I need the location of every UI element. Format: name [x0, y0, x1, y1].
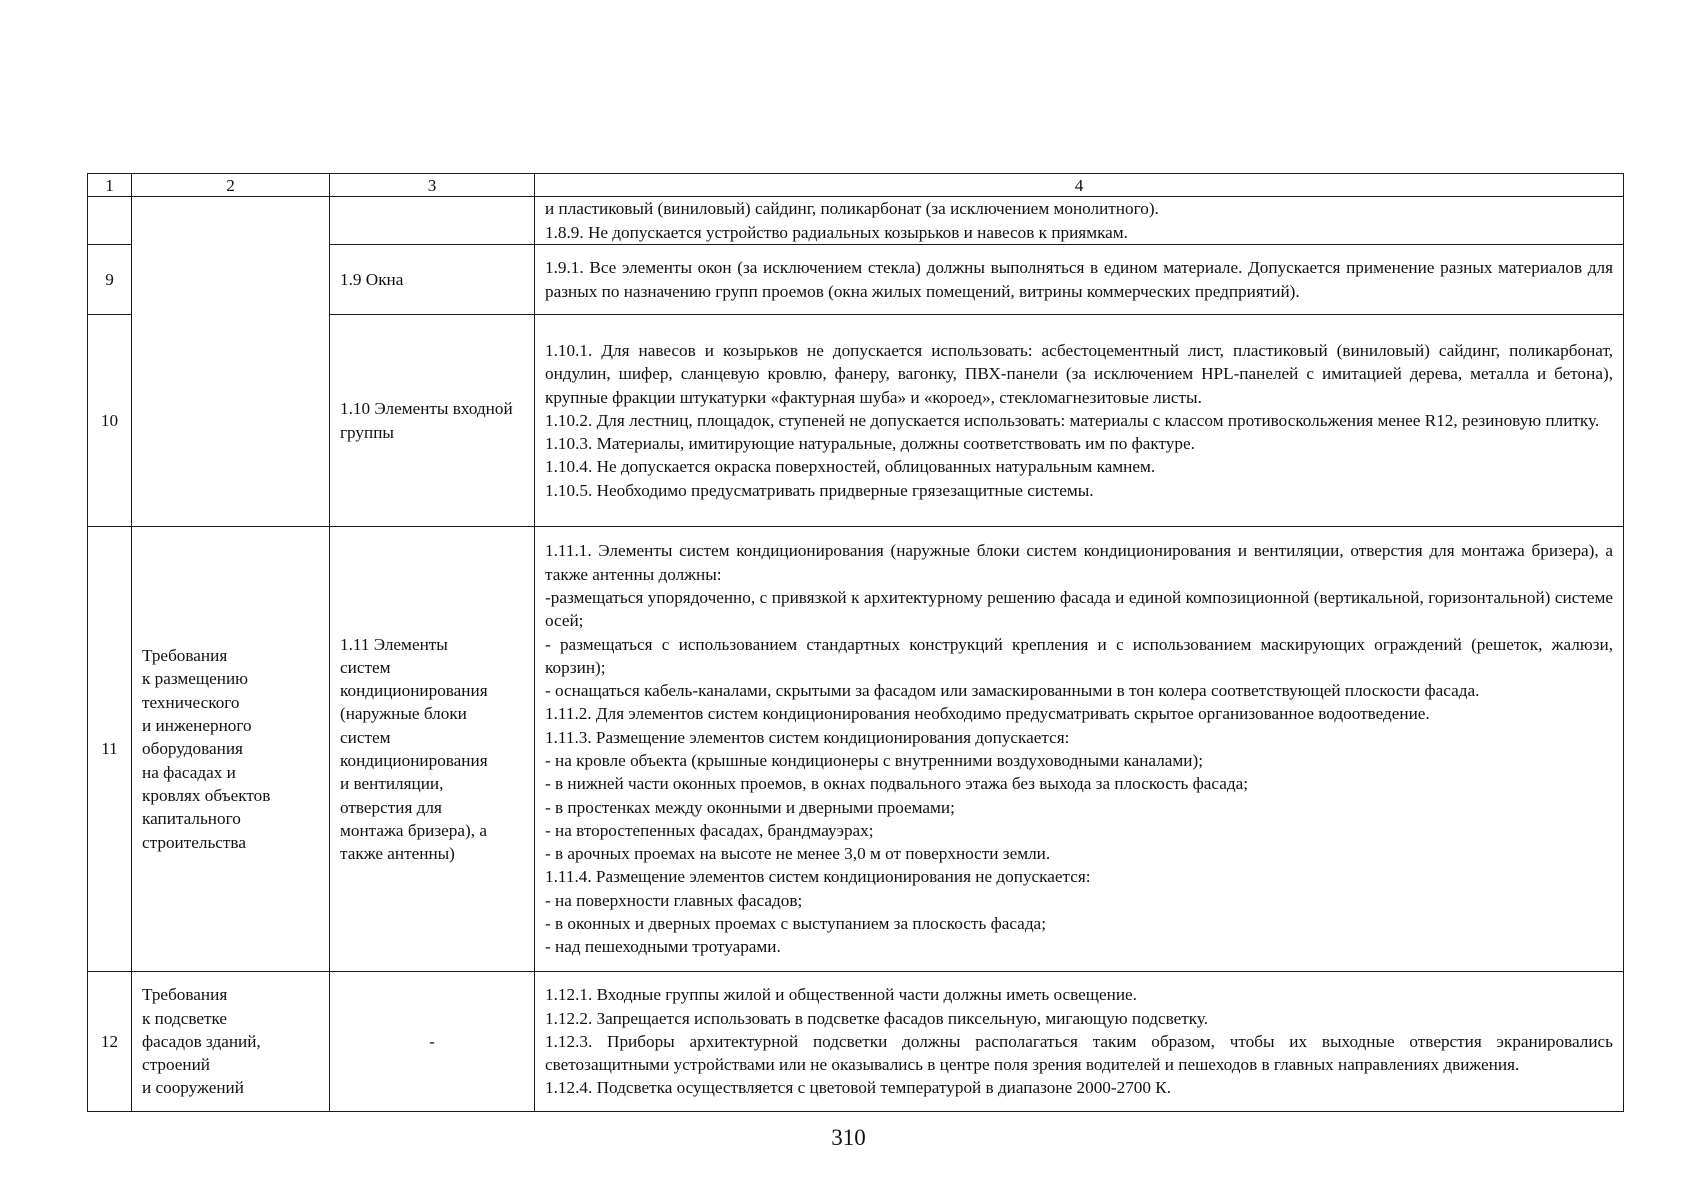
section-title: [132, 972, 330, 1112]
section-title-line: Требования: [142, 985, 228, 1005]
requirements-text: [535, 197, 1624, 245]
section-title-line: технического: [142, 692, 240, 712]
section-title-line: строений: [142, 1055, 210, 1075]
requirement-line: - в нижней части оконных проемов, в окнах подвального этажа без выхода за плоскость фасада;: [545, 774, 1248, 794]
section-title-line: кровлях объектов: [142, 785, 271, 805]
requirement-line: 1.10.4. Не допускается окраска поверхностей, облицованных натуральным камнем.: [545, 457, 1156, 477]
row-number: 11: [88, 527, 132, 972]
element-title-line: кондиционирования: [340, 751, 488, 770]
requirement-line: 1.9.1. Все элементы окон (за исключением стекла) должны выполняться в едином материале. Допускается применение разных материалов для разных по назначению групп проемов (окна жилых помещений, витрины коммерческих предприятий).: [545, 258, 1613, 301]
requirement-line: -размещаться упорядоченно, с привязкой к архитектурному решению фасада и единой композиционной (вертикальной, горизонтальной) системе осей;: [545, 587, 1613, 631]
requirement-line: - на второстепенных фасадах, брандмауэрах;: [545, 820, 874, 840]
table-row-12: [88, 972, 1624, 1112]
requirement-line: 1.12.1. Входные группы жилой и общественной части должны иметь освещение.: [545, 985, 1137, 1005]
section-title-line: фасадов зданий,: [142, 1031, 261, 1051]
requirement-line: 1.8.9. Не допускается устройство радиальных козырьков и навесов к приямкам.: [545, 222, 1128, 242]
requirement-line: - оснащаться кабель-каналами, скрытыми за фасадом или замаскированными в тон колера соответствующей плоскости фасада.: [545, 681, 1480, 701]
requirement-line: 1.11.1. Элементы систем кондиционирования (наружные блоки систем кондиционирования и вентиляции, отверстия для монтажа бризера), а также антенны должны:: [545, 541, 1613, 584]
table-row-11: [88, 527, 1624, 972]
requirement-line: - размещаться с использованием стандартных конструкций крепления и с использованием маскирующих ограждений (решеток, жалюзи, корзин);: [545, 634, 1613, 677]
requirement-line: 1.12.2. Запрещается использовать в подсветке фасадов пиксельную, мигающую подсветку.: [545, 1008, 1208, 1028]
element-title-line: кондиционирования: [340, 681, 488, 701]
element-title-line: также антенны): [340, 844, 455, 864]
element-title-line: систем: [340, 657, 391, 677]
row-number: 9: [88, 245, 132, 315]
row-number: [88, 197, 132, 245]
element-title-line: (наружные блоки: [340, 704, 467, 724]
element-title: 1.9 Окна: [330, 245, 535, 315]
section-title-line: и инженерного: [142, 716, 252, 736]
requirement-line: 1.10.1. Для навесов и козырьков не допускается использовать: асбестоцементный лист, пластиковый (виниловый) сайдинг, поликарбонат, ондулин, шифер, сланцевую кровлю, фанеру, вагонку, ПВХ-панели (за исключением HPL-панелей с имитацией дерева, металла и бетона), крупные фракции штукатурки «фактурная шуба» и «короед», стекломагнезитовые листы.: [545, 340, 1613, 407]
table-row-continuation: [88, 197, 1624, 245]
requirements-text: [535, 527, 1624, 972]
row-number: 12: [88, 972, 132, 1112]
requirement-line: 1.10.2. Для лестниц, площадок, ступеней не допускается использовать: материалы с классом противоскольжения менее R12, резиновую плитку.: [545, 410, 1600, 430]
section-title-line: Требования: [142, 646, 228, 666]
section-title-line: и сооружений: [142, 1078, 244, 1098]
requirement-line: 1.10.5. Необходимо предусматривать придверные грязезащитные системы.: [545, 480, 1094, 500]
requirement-line: - в оконных и дверных проемах с выступанием за плоскость фасада;: [545, 914, 1046, 934]
requirement-line: - в простенках между оконными и дверными проемами;: [545, 797, 955, 817]
requirement-line: 1.12.3. Приборы архитектурной подсветки должны располагаться таким образом, чтобы их выходные отверстия экранировались светозащитными устройствами или не оказывались в центре поля зрения водителей и пешеходов в главных направлениях движения.: [545, 1031, 1613, 1075]
element-title: [330, 527, 535, 972]
requirement-line: и пластиковый (виниловый) сайдинг, поликарбонат (за исключением монолитного).: [545, 199, 1159, 219]
element-title-line: и вентиляции,: [340, 774, 444, 794]
header-col-2: 2: [132, 174, 330, 197]
requirements-text: [535, 972, 1624, 1112]
requirement-line: - на поверхности главных фасадов;: [545, 890, 803, 910]
element-title-line: монтажа бризера), а: [340, 820, 487, 840]
element-title: 1.10 Элементы входной группы: [330, 315, 535, 527]
requirement-line: 1.11.4. Размещение элементов систем кондиционирования не допускается:: [545, 867, 1091, 887]
element-title-line: систем: [340, 727, 391, 747]
section-title-line: капитального: [142, 809, 241, 829]
section-title-line: к размещению: [142, 669, 249, 689]
table-header-row: [88, 174, 1624, 197]
requirements-text: [535, 245, 1624, 315]
element-title: -: [330, 972, 535, 1112]
requirement-line: - над пешеходными тротуарами.: [545, 937, 781, 957]
section-title-line: строительства: [142, 832, 246, 852]
requirements-text: [535, 315, 1624, 527]
requirement-line: 1.11.3. Размещение элементов систем кондиционирования допускается:: [545, 727, 1070, 747]
row-number: 10: [88, 315, 132, 527]
requirement-line: 1.11.2. Для элементов систем кондиционирования необходимо предусматривать скрытое организованное водоотведение.: [545, 704, 1430, 724]
header-col-1: 1: [88, 174, 132, 197]
requirement-line: - в арочных проемах на высоте не менее 3,0 м от поверхности земли.: [545, 844, 1051, 864]
section-title-line: к подсветке: [142, 1008, 228, 1028]
element-title-line: 1.11 Элементы: [340, 634, 448, 654]
section-title-line: оборудования: [142, 739, 243, 759]
header-col-3: 3: [330, 174, 535, 197]
header-col-4: 4: [535, 174, 1624, 197]
section-cell-blank: [132, 197, 330, 527]
section-title-line: на фасадах и: [142, 762, 236, 782]
requirement-line: 1.12.4. Подсветка осуществляется с цветовой температурой в диапазоне 2000-2700 К.: [545, 1078, 1172, 1098]
element-title-line: отверстия для: [340, 797, 442, 817]
requirement-line: 1.10.3. Материалы, имитирующие натуральные, должны соответствовать им по фактуре.: [545, 434, 1195, 454]
requirements-table: [87, 173, 1624, 1112]
section-title: [132, 527, 330, 972]
page-number: 310: [831, 1125, 866, 1150]
requirement-line: - на кровле объекта (крышные кондиционеры с внутренними воздуховодными каналами);: [545, 751, 1203, 770]
element-title: [330, 197, 535, 245]
